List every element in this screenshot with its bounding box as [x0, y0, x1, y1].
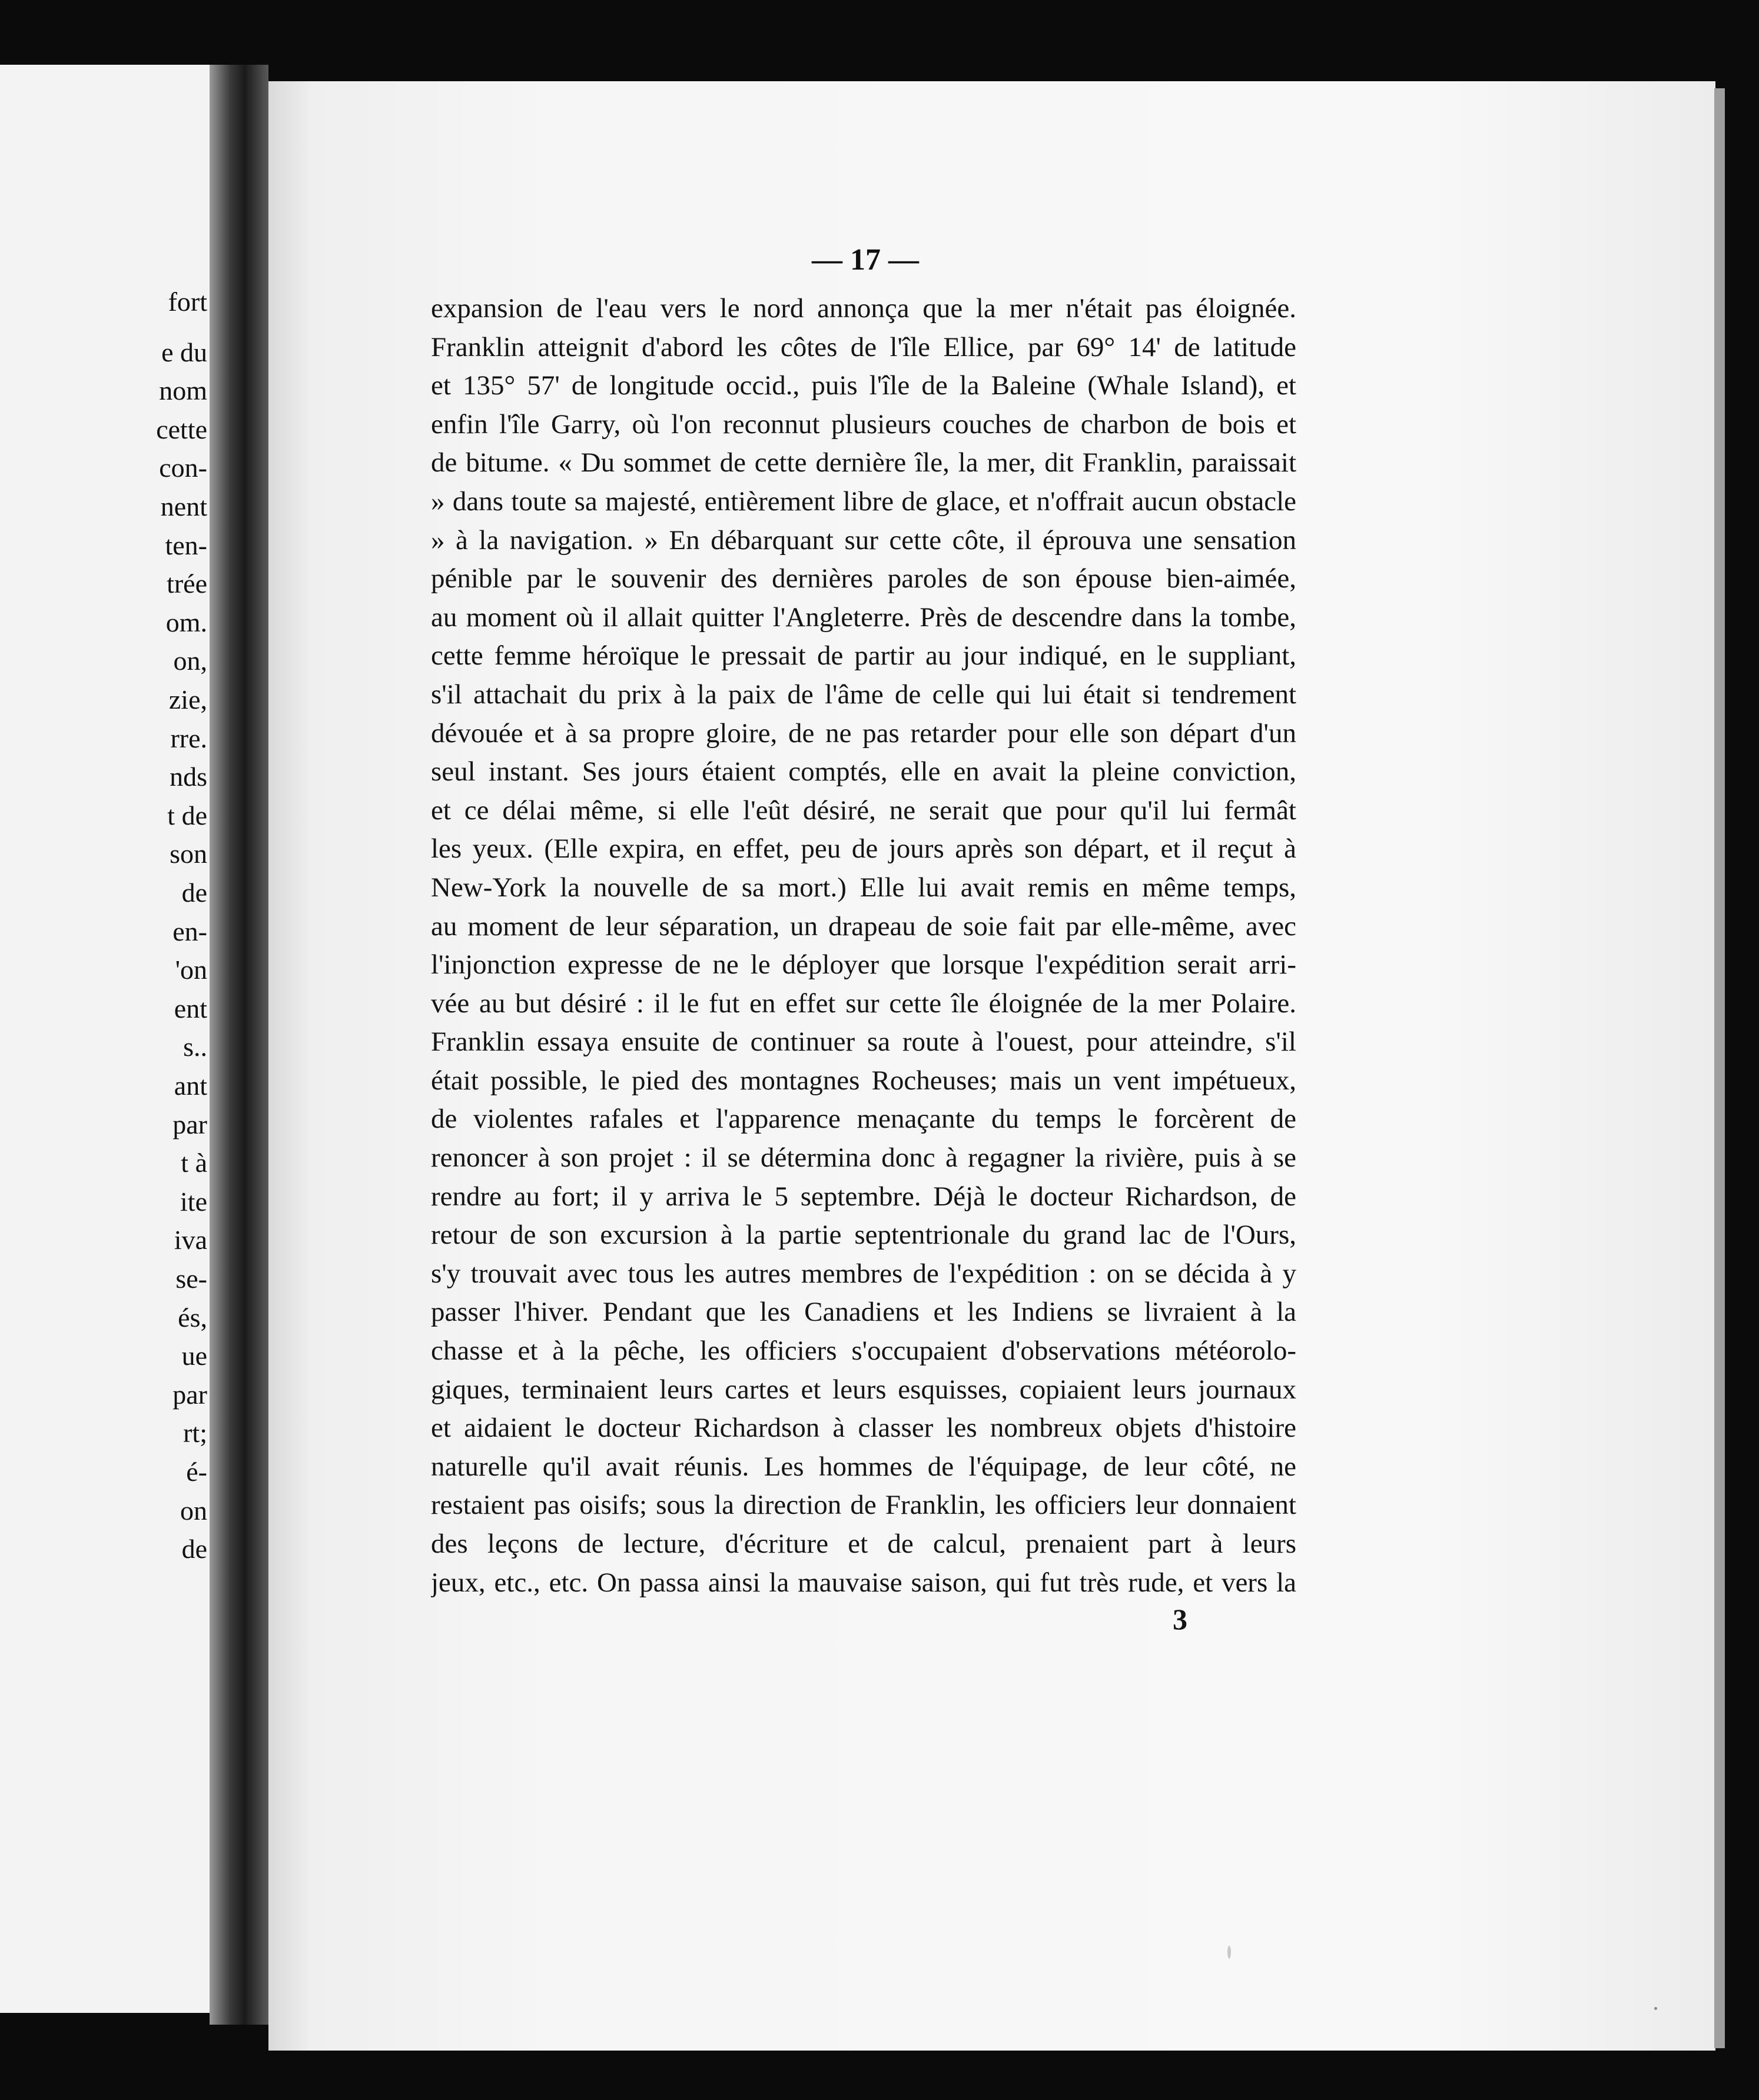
text-line: les yeux. (Elle expira, en effet, peu de jours après son départ, et il reçut à — [431, 833, 1296, 865]
text-line: et 135° 57' de longitude occid., puis l'île de la Baleine (Whale Island), et — [431, 370, 1296, 401]
left-page-line: on — [180, 1495, 207, 1526]
text-line: au moment où il allait quitter l'Angleterre. Près de descendre dans la tombe, — [431, 602, 1296, 633]
scan-speck — [1227, 1946, 1231, 1959]
text-line: de violentes rafales et l'apparence menaçante du temps le forcèrent de — [431, 1104, 1296, 1135]
text-line: des leçons de lecture, d'écriture et de calcul, prenaient part à leurs — [431, 1529, 1296, 1559]
left-page-line: de — [181, 878, 207, 908]
text-line: pénible par le souvenir des dernières paroles de son épouse bien-aimée, — [431, 563, 1296, 594]
left-page-line: trée — [167, 569, 207, 599]
left-page-line: é- — [186, 1457, 207, 1487]
scan-speck — [1654, 2007, 1657, 2010]
left-page-line: om. — [165, 607, 207, 637]
text-line: de bitume. « Du sommet de cette dernière île, la mer, dit Franklin, paraissait — [431, 447, 1296, 479]
text-line: au moment de leur séparation, un drapeau de soie fait par elle-même, avec — [431, 911, 1296, 942]
text-line: et aidaient le docteur Richardson à classer les nombreux objets d'histoire — [431, 1413, 1296, 1444]
left-page-line: en- — [172, 916, 207, 946]
text-line: jeux, etc., etc. On passa ainsi la mauvaise saison, qui fut très rude, et vers la — [431, 1567, 1296, 1598]
left-page-line: t à — [181, 1148, 207, 1178]
left-page-line: ite — [180, 1186, 207, 1217]
left-page-line: on, — [173, 646, 207, 676]
text-line: New-York la nouvelle de sa mort.) Elle lui avait remis en même temps, — [431, 872, 1296, 903]
page-number: — 17 — — [812, 243, 919, 277]
text-line: dévouée et à sa propre gloire, de ne pas retarder pour elle son départ d'un — [431, 717, 1296, 749]
left-page-line: par — [172, 1109, 207, 1139]
text-line: chasse et à la pêche, les officiers s'occupaient d'observations météorolo- — [431, 1335, 1296, 1367]
text-line: et ce délai même, si elle l'eût désiré, ne serait que pour qu'il lui fermât — [431, 795, 1296, 826]
left-page-line: se- — [175, 1264, 207, 1294]
left-page-line: nds — [170, 762, 207, 792]
left-page-line: par — [172, 1379, 207, 1410]
left-page-line: t de — [167, 800, 207, 830]
text-line: s'y trouvait avec tous les autres membres de l'expédition : on se décida à y — [431, 1258, 1296, 1289]
left-page-line: iva — [174, 1225, 207, 1255]
text-line: rendre au fort; il y arriva le 5 septembre. Déjà le docteur Richardson, de — [431, 1181, 1296, 1212]
text-line: vée au but désiré : il le fut en effet sur cette île éloignée de la mer Polaire. — [431, 988, 1296, 1019]
page-edge — [1714, 88, 1725, 2048]
left-page-line: 'on — [175, 955, 207, 985]
text-line: restaient pas oisifs; sous la direction de Franklin, les officiers leur donnaient — [431, 1490, 1296, 1521]
left-page-line: s.. — [183, 1032, 207, 1062]
left-page-fragment — [0, 65, 219, 2013]
text-line: Franklin atteignit d'abord les côtes de l'île Ellice, par 69° 14' de latitude — [431, 331, 1296, 363]
left-page-line: rre. — [170, 723, 207, 753]
left-page-line: con- — [159, 453, 207, 483]
body-text — [431, 290, 1296, 1602]
text-line: passer l'hiver. Pendant que les Canadiens et les Indiens se livraient à la — [431, 1297, 1296, 1328]
left-page-line: ten- — [165, 530, 207, 560]
text-line: était possible, le pied des montagnes Rocheuses; mais un vent impétueux, — [431, 1065, 1296, 1096]
left-page-line: cette — [156, 414, 207, 444]
left-page-line: fort — [168, 287, 207, 317]
book-gutter — [210, 65, 268, 2025]
left-page-line: son — [170, 839, 207, 869]
left-page-line: ent — [174, 993, 207, 1024]
left-page-line: nent — [160, 491, 207, 521]
signature-mark: 3 — [1173, 1603, 1187, 1636]
text-line: seul instant. Ses jours étaient comptés, elle en avait la pleine conviction, — [431, 756, 1296, 788]
left-page-line: ant — [174, 1071, 207, 1101]
text-line: » dans toute sa majesté, entièrement libre de glace, et n'offrait aucun obstacle — [431, 486, 1296, 517]
text-line: expansion de l'eau vers le nord annonça que la mer n'était pas éloignée. — [431, 293, 1296, 324]
left-page-line: rt; — [183, 1418, 207, 1448]
left-page-line: zie, — [168, 685, 207, 715]
left-page-line: e du — [161, 337, 207, 367]
text-line: renoncer à son projet : il se détermina donc à regagner la rivière, puis à se — [431, 1142, 1296, 1174]
text-line: giques, terminaient leurs cartes et leurs esquisses, copiaient leurs journaux — [431, 1374, 1296, 1405]
text-line: cette femme héroïque le pressait de partir au jour indiqué, en le suppliant, — [431, 640, 1296, 672]
text-line: naturelle qu'il avait réunis. Les hommes de l'équipage, de leur côté, ne — [431, 1451, 1296, 1482]
text-line: » à la navigation. » En débarquant sur cette côte, il éprouva une sensation — [431, 524, 1296, 556]
text-line: retour de son excursion à la partie septentrionale du grand lac de l'Ours, — [431, 1220, 1296, 1251]
text-line: s'il attachait du prix à la paix de l'âme de celle qui lui était si tendrement — [431, 679, 1296, 710]
text-line: Franklin essaya ensuite de continuer sa route à l'ouest, pour atteindre, s'il — [431, 1026, 1296, 1058]
left-page-line: de — [181, 1534, 207, 1564]
text-line: l'injonction expresse de ne le déployer que lorsque l'expédition serait arri- — [431, 949, 1296, 981]
left-page-line: ue — [181, 1341, 207, 1371]
left-page-line: nom — [159, 376, 207, 406]
text-line: enfin l'île Garry, où l'on reconnut plusieurs couches de charbon de bois et — [431, 408, 1296, 440]
left-page-line: és, — [178, 1302, 207, 1333]
